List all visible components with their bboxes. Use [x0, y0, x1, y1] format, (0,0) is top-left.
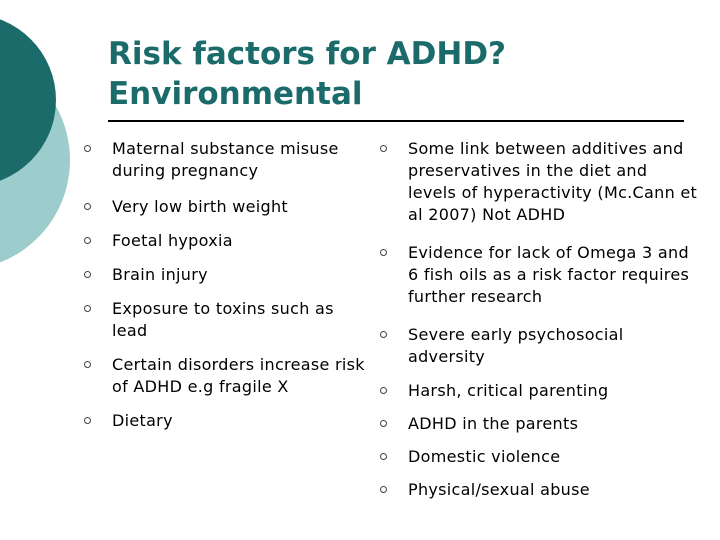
list-item	[378, 324, 698, 368]
list-item-text: Brain injury	[112, 265, 208, 284]
list-item	[378, 242, 698, 308]
slide-title	[108, 34, 668, 114]
list-item-text: Severe early psychosocial adversity	[408, 325, 624, 366]
bullet-icon	[84, 203, 91, 210]
list-item-text: Certain disorders increase risk of ADHD e.g fragile X	[112, 355, 365, 396]
list-item	[378, 138, 698, 226]
list-item	[82, 138, 367, 182]
list-item	[378, 446, 698, 468]
list-item-text: ADHD in the parents	[408, 414, 579, 433]
list-item-text: Foetal hypoxia	[112, 231, 233, 250]
list-item	[82, 410, 367, 432]
bullet-icon	[380, 453, 387, 460]
bullet-icon	[84, 271, 91, 278]
title-line-1: Risk factors for ADHD?	[108, 36, 507, 72]
bullet-icon	[84, 305, 91, 312]
bullet-icon	[84, 361, 91, 368]
title-line-2: Environmental	[108, 76, 363, 112]
list-item-text: Exposure to toxins such as lead	[112, 299, 334, 340]
list-item-text: Dietary	[112, 411, 173, 430]
list-item	[82, 196, 367, 218]
list-item-text: Some link between additives and preservatives in the diet and levels of hyperactivity (Mc.Cann et al 2007) Not ADHD	[408, 139, 698, 224]
list-item	[378, 413, 698, 435]
right-bullet-list	[378, 138, 698, 512]
bullet-icon	[84, 145, 91, 152]
list-item	[82, 230, 367, 252]
bullet-icon	[380, 145, 387, 152]
list-item	[378, 479, 698, 501]
list-item-text: Maternal substance misuse during pregnancy	[112, 139, 339, 180]
bullet-icon	[380, 387, 387, 394]
left-bullet-list	[82, 138, 367, 444]
bullet-icon	[84, 237, 91, 244]
list-item	[378, 380, 698, 402]
bullet-icon	[84, 417, 91, 424]
title-divider	[108, 120, 684, 122]
list-item	[82, 298, 367, 342]
list-item-text: Harsh, critical parenting	[408, 381, 609, 400]
bullet-icon	[380, 249, 387, 256]
list-item-text: Physical/sexual abuse	[408, 480, 590, 499]
list-item	[82, 354, 367, 398]
list-item-text: Domestic violence	[408, 447, 561, 466]
bullet-icon	[380, 486, 387, 493]
bullet-icon	[380, 420, 387, 427]
list-item-text: Very low birth weight	[112, 197, 289, 216]
list-item-text: Evidence for lack of Omega 3 and 6 fish oils as a risk factor requires further research	[408, 243, 690, 306]
list-item	[82, 264, 367, 286]
bullet-icon	[380, 331, 387, 338]
